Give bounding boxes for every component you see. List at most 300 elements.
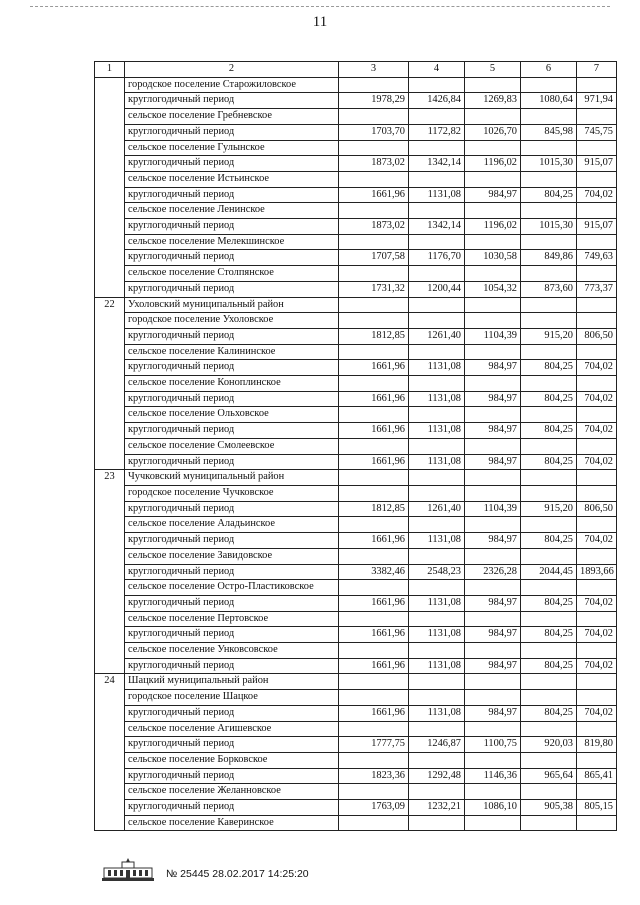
settlement-row [95,690,617,706]
empty-cell [521,407,577,423]
period-label: круглогодичный период [125,124,339,140]
settlement-row [95,643,617,659]
tariff-value: 1661,96 [339,705,409,721]
period-row [95,93,617,109]
settlement-name: городское поселение Ухоловское [125,313,339,329]
empty-cell [521,580,577,596]
period-label: круглогодичный период [125,391,339,407]
tariff-value: 1763,09 [339,800,409,816]
empty-cell [409,140,465,156]
tariff-value: 1054,32 [465,281,521,297]
settlement-name: сельское поселение Ольховское [125,407,339,423]
empty-cell [409,643,465,659]
tariff-value: 1131,08 [409,187,465,203]
period-label: круглогодичный период [125,627,339,643]
period-label: круглогодичный период [125,705,339,721]
tariff-value: 920,03 [521,737,577,753]
empty-cell [465,690,521,706]
empty-cell [465,407,521,423]
settlement-row [95,407,617,423]
empty-cell [339,234,409,250]
section-index: 24 [95,674,125,831]
tariff-value: 984,97 [465,705,521,721]
tariff-value: 704,02 [577,423,617,439]
empty-cell [577,815,617,831]
tariff-value: 1661,96 [339,454,409,470]
tariff-value: 1015,30 [521,219,577,235]
empty-cell [465,815,521,831]
column-header: 1 [95,62,125,78]
empty-cell [521,815,577,831]
settlement-row [95,376,617,392]
empty-cell [521,313,577,329]
period-row [95,124,617,140]
settlement-name: сельское поселение Коноплинское [125,376,339,392]
empty-cell [339,643,409,659]
empty-cell [465,376,521,392]
tariff-value: 1873,02 [339,219,409,235]
period-label: круглогодичный период [125,93,339,109]
tariff-value: 984,97 [465,187,521,203]
empty-cell [339,784,409,800]
period-row [95,737,617,753]
empty-cell [339,674,409,690]
tariff-value: 845,98 [521,124,577,140]
tariff-value: 1176,70 [409,250,465,266]
period-label: круглогодичный период [125,250,339,266]
settlement-name: сельское поселение Истьинское [125,171,339,187]
tariff-value: 704,02 [577,187,617,203]
tariff-value: 704,02 [577,705,617,721]
tariff-value: 1015,30 [521,156,577,172]
district-row [95,470,617,486]
column-header: 7 [577,62,617,78]
empty-cell [409,234,465,250]
empty-cell [521,266,577,282]
tariff-value: 984,97 [465,595,521,611]
empty-cell [339,77,409,93]
tariff-value: 915,07 [577,219,617,235]
empty-cell [521,690,577,706]
empty-cell [521,376,577,392]
settlement-row [95,438,617,454]
settlement-row [95,815,617,831]
settlement-name: городское поселение Старожиловское [125,77,339,93]
empty-cell [521,171,577,187]
tariff-value: 3382,46 [339,564,409,580]
tariff-value: 1196,02 [465,156,521,172]
period-row [95,156,617,172]
empty-cell [339,407,409,423]
tariff-value: 704,02 [577,391,617,407]
scan-top-edge [30,6,610,7]
settlement-name: сельское поселение Аладьинское [125,517,339,533]
column-header: 6 [521,62,577,78]
settlement-name: городское поселение Шацкое [125,690,339,706]
district-row [95,674,617,690]
empty-cell [465,580,521,596]
empty-cell [409,784,465,800]
tariff-value: 1873,02 [339,156,409,172]
period-row [95,391,617,407]
empty-cell [409,470,465,486]
district-name: Чучковский муниципальный район [125,470,339,486]
period-label: круглогодичный период [125,328,339,344]
tariff-value: 1893,66 [577,564,617,580]
empty-cell [521,109,577,125]
empty-cell [339,203,409,219]
tariff-value: 804,25 [521,187,577,203]
period-row [95,627,617,643]
tariff-value: 1342,14 [409,219,465,235]
tariff-value: 849,86 [521,250,577,266]
tariff-value: 704,02 [577,533,617,549]
settlement-name: сельское поселение Смолеевское [125,438,339,454]
tariff-value: 1131,08 [409,454,465,470]
period-row [95,564,617,580]
tariff-value: 1246,87 [409,737,465,753]
empty-cell [577,752,617,768]
empty-cell [465,674,521,690]
period-label: круглогодичный период [125,658,339,674]
tariff-value: 704,02 [577,454,617,470]
tariff-value: 1131,08 [409,595,465,611]
settlement-name: сельское поселение Каверинское [125,815,339,831]
empty-cell [577,203,617,219]
tariff-value: 915,07 [577,156,617,172]
empty-cell [339,266,409,282]
period-row [95,250,617,266]
column-header: 2 [125,62,339,78]
settlement-name: сельское поселение Столпянское [125,266,339,282]
settlement-name: сельское поселение Унковсовское [125,643,339,659]
tariff-value: 984,97 [465,360,521,376]
empty-cell [577,721,617,737]
period-label: круглогодичный период [125,564,339,580]
tariff-value: 1661,96 [339,187,409,203]
tariff-value: 984,97 [465,533,521,549]
tariff-value: 1131,08 [409,533,465,549]
empty-cell [409,752,465,768]
tariff-value: 915,20 [521,501,577,517]
settlement-name: сельское поселение Желанновское [125,784,339,800]
empty-cell [577,266,617,282]
tariff-value: 1232,21 [409,800,465,816]
settlement-row [95,611,617,627]
empty-cell [577,407,617,423]
tariff-value: 984,97 [465,454,521,470]
empty-cell [409,580,465,596]
tariff-value: 704,02 [577,595,617,611]
empty-cell [521,234,577,250]
empty-cell [465,784,521,800]
period-label: круглогодичный период [125,595,339,611]
tariff-value: 2326,28 [465,564,521,580]
registration-stamp: № 25445 28.02.2017 14:25:20 [166,868,309,880]
tariff-value: 1292,48 [409,768,465,784]
tariff-value: 804,25 [521,705,577,721]
empty-cell [521,438,577,454]
settlement-name: сельское поселение Ленинское [125,203,339,219]
empty-cell [577,376,617,392]
empty-cell [409,77,465,93]
empty-cell [465,140,521,156]
empty-cell [339,470,409,486]
empty-cell [409,266,465,282]
district-name: Шацкий муниципальный район [125,674,339,690]
empty-cell [409,376,465,392]
tariff-value: 1342,14 [409,156,465,172]
tariff-value: 1426,84 [409,93,465,109]
document-footer [100,856,500,886]
tariff-value: 971,94 [577,93,617,109]
tariff-value: 773,37 [577,281,617,297]
settlement-name: сельское поселение Завидовское [125,548,339,564]
empty-cell [577,690,617,706]
period-row [95,328,617,344]
empty-cell [409,438,465,454]
settlement-row [95,140,617,156]
tariff-value: 1261,40 [409,328,465,344]
empty-cell [521,344,577,360]
empty-cell [465,517,521,533]
section-index [95,77,125,297]
column-header: 5 [465,62,521,78]
tariff-value: 1661,96 [339,627,409,643]
tariff-value: 1131,08 [409,360,465,376]
empty-cell [465,234,521,250]
tariff-value: 1026,70 [465,124,521,140]
empty-cell [409,815,465,831]
tariff-value: 984,97 [465,658,521,674]
tariff-value: 1196,02 [465,219,521,235]
tariff-value: 984,97 [465,627,521,643]
empty-cell [521,77,577,93]
tariff-value: 1131,08 [409,423,465,439]
empty-cell [409,297,465,313]
tariff-value: 704,02 [577,658,617,674]
empty-cell [339,548,409,564]
empty-cell [577,344,617,360]
empty-cell [409,203,465,219]
settlement-name: сельское поселение Борковское [125,752,339,768]
empty-cell [521,721,577,737]
empty-cell [409,548,465,564]
tariff-value: 1104,39 [465,501,521,517]
settlement-name: сельское поселение Гребневское [125,109,339,125]
tariff-value: 745,75 [577,124,617,140]
tariff-value: 804,25 [521,533,577,549]
period-row [95,281,617,297]
empty-cell [409,407,465,423]
column-header: 4 [409,62,465,78]
settlement-row [95,77,617,93]
empty-cell [339,140,409,156]
tariff-value: 1661,96 [339,595,409,611]
district-name: Ухоловский муниципальный район [125,297,339,313]
settlement-name: городское поселение Чучковское [125,485,339,501]
tariff-value: 819,80 [577,737,617,753]
empty-cell [409,171,465,187]
empty-cell [465,438,521,454]
tariff-value: 1703,70 [339,124,409,140]
tariff-value: 804,25 [521,627,577,643]
tariff-value: 1661,96 [339,360,409,376]
period-label: круглогодичный период [125,219,339,235]
period-row [95,595,617,611]
settlement-row [95,203,617,219]
settlement-name: сельское поселение Мелекшинское [125,234,339,250]
tariff-value: 1131,08 [409,627,465,643]
tariff-value: 1100,75 [465,737,521,753]
empty-cell [521,784,577,800]
section-index: 23 [95,470,125,674]
empty-cell [339,611,409,627]
tariff-value: 806,50 [577,501,617,517]
empty-cell [577,674,617,690]
tariff-value: 1661,96 [339,423,409,439]
tariff-value: 804,25 [521,391,577,407]
empty-cell [465,470,521,486]
empty-cell [465,109,521,125]
period-label: круглогодичный период [125,533,339,549]
settlement-name: сельское поселение Калининское [125,344,339,360]
empty-cell [521,203,577,219]
empty-cell [339,438,409,454]
tariff-value: 1731,32 [339,281,409,297]
period-row [95,533,617,549]
empty-cell [339,344,409,360]
tariff-value: 1104,39 [465,328,521,344]
period-label: круглогодичный период [125,737,339,753]
empty-cell [339,376,409,392]
empty-cell [339,297,409,313]
tariff-value: 1131,08 [409,658,465,674]
period-row [95,187,617,203]
empty-cell [409,517,465,533]
tariff-value: 704,02 [577,627,617,643]
empty-cell [339,517,409,533]
empty-cell [577,643,617,659]
tariff-value: 1812,85 [339,328,409,344]
period-label: круглогодичный период [125,800,339,816]
empty-cell [577,548,617,564]
tariff-table [94,61,617,831]
period-row [95,423,617,439]
tariff-value: 1146,36 [465,768,521,784]
settlement-row [95,580,617,596]
period-label: круглогодичный период [125,281,339,297]
empty-cell [577,611,617,627]
district-row [95,297,617,313]
settlement-name: сельское поселение Пертовское [125,611,339,627]
empty-cell [409,611,465,627]
empty-cell [409,109,465,125]
empty-cell [521,752,577,768]
settlement-row [95,721,617,737]
period-row [95,768,617,784]
period-label: круглогодичный период [125,501,339,517]
empty-cell [577,438,617,454]
empty-cell [465,266,521,282]
settlement-name: сельское поселение Агишевское [125,721,339,737]
tariff-value: 804,25 [521,423,577,439]
period-label: круглогодичный период [125,187,339,203]
empty-cell [339,171,409,187]
column-header: 3 [339,62,409,78]
empty-cell [465,297,521,313]
tariff-value: 804,25 [521,454,577,470]
settlement-row [95,344,617,360]
empty-cell [409,344,465,360]
empty-cell [339,485,409,501]
period-row [95,501,617,517]
tariff-value: 984,97 [465,391,521,407]
period-label: круглогодичный период [125,360,339,376]
empty-cell [465,485,521,501]
period-label: круглогодичный период [125,156,339,172]
tariff-value: 804,25 [521,595,577,611]
tariff-value: 1131,08 [409,705,465,721]
empty-cell [409,313,465,329]
empty-cell [577,140,617,156]
empty-cell [465,203,521,219]
empty-cell [577,77,617,93]
section-index: 22 [95,297,125,470]
empty-cell [577,784,617,800]
empty-cell [521,674,577,690]
period-row [95,219,617,235]
tariff-value: 805,15 [577,800,617,816]
empty-cell [521,517,577,533]
settlement-row [95,517,617,533]
tariff-value: 1030,58 [465,250,521,266]
empty-cell [465,77,521,93]
empty-cell [521,548,577,564]
period-row [95,800,617,816]
period-row [95,360,617,376]
tariff-value: 1707,58 [339,250,409,266]
empty-cell [339,815,409,831]
settlement-row [95,313,617,329]
settlement-row [95,266,617,282]
tariff-value: 905,38 [521,800,577,816]
tariff-value: 1812,85 [339,501,409,517]
tariff-value: 2548,23 [409,564,465,580]
empty-cell [465,752,521,768]
tariff-value: 1200,44 [409,281,465,297]
tariff-value: 804,25 [521,360,577,376]
empty-cell [339,721,409,737]
table-header-row [95,62,617,78]
empty-cell [339,752,409,768]
period-label: круглогодичный период [125,454,339,470]
empty-cell [577,517,617,533]
empty-cell [339,580,409,596]
empty-cell [339,109,409,125]
empty-cell [521,485,577,501]
tariff-value: 1131,08 [409,391,465,407]
tariff-value: 915,20 [521,328,577,344]
tariff-value: 1172,82 [409,124,465,140]
period-row [95,454,617,470]
empty-cell [409,721,465,737]
tariff-value: 965,64 [521,768,577,784]
empty-cell [577,580,617,596]
empty-cell [465,344,521,360]
tariff-value: 804,25 [521,658,577,674]
empty-cell [577,171,617,187]
